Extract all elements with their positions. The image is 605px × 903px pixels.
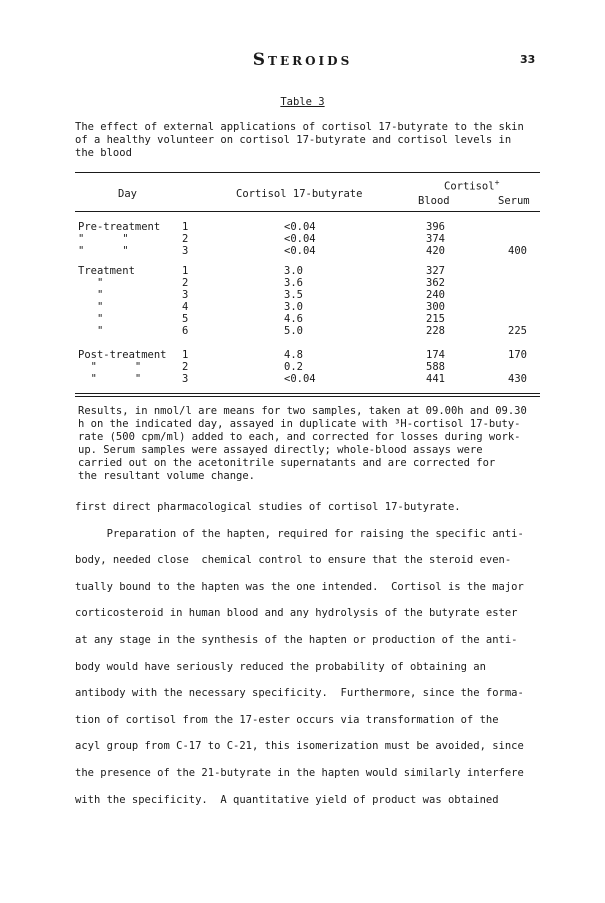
table-bottom-rule — [75, 393, 540, 394]
row-label: " — [78, 289, 104, 301]
row-day: 3 — [182, 289, 189, 301]
table-row — [0, 325, 605, 337]
row-serum: 225 — [508, 325, 527, 337]
page-number: 33 — [520, 53, 536, 66]
row-day: 3 — [182, 373, 189, 385]
body-text — [75, 494, 555, 813]
body-line: the presence of the 21-butyrate in the hapten would similarly interfere — [75, 766, 524, 779]
row-blood: 228 — [426, 325, 445, 337]
row-blood: 588 — [426, 361, 445, 373]
row-day: 3 — [182, 245, 189, 257]
body-line: tually bound to the hapten was the one intended. Cortisol is the major — [75, 580, 524, 593]
body-line: antibody with the necessary specificity. Furthermore, since the forma- — [75, 687, 524, 700]
footnote-line: h on the indicated day, assayed in duplicate with ³H-cortisol 17-buty- — [78, 418, 521, 430]
header-serum: Serum — [498, 195, 530, 207]
header-butyrate: Cortisol 17-butyrate — [236, 188, 363, 200]
footnote-line: Results, in nmol/l are means for two samples, taken at 09.00h and 09.30 — [78, 405, 527, 417]
row-butyrate: 3.6 — [284, 277, 303, 289]
row-serum: 170 — [508, 349, 527, 361]
row-butyrate: 4.6 — [284, 313, 303, 325]
table-caption — [75, 121, 555, 160]
row-blood: 441 — [426, 373, 445, 385]
table-row — [0, 277, 605, 289]
body-line: Preparation of the hapten, required for raising the specific anti- — [75, 527, 524, 540]
body-line: acyl group from C-17 to C-21, this isomerization must be avoided, since — [75, 740, 524, 753]
footnote-line: up. Serum samples were assayed directly; whole-blood assays were — [78, 444, 483, 456]
row-butyrate: 3.5 — [284, 289, 303, 301]
row-day: 1 — [182, 349, 189, 361]
row-label: Pre-treatment — [78, 221, 161, 233]
table-row — [0, 245, 605, 257]
table-row — [0, 313, 605, 325]
body-line: body would have seriously reduced the probability of obtaining an — [75, 660, 486, 673]
row-blood: 396 — [426, 221, 445, 233]
row-blood: 300 — [426, 301, 445, 313]
row-label: Post-treatment — [78, 349, 167, 361]
table-label: Table 3 — [280, 96, 325, 108]
row-label: " " — [78, 373, 142, 385]
table-bottom-rule-2 — [75, 396, 540, 397]
header-day: Day — [118, 188, 137, 200]
header-blood: Blood — [418, 195, 450, 207]
row-butyrate: 5.0 — [284, 325, 303, 337]
row-label: " " — [78, 245, 129, 257]
row-label: " — [78, 313, 104, 325]
row-blood: 327 — [426, 265, 445, 277]
row-day: 5 — [182, 313, 189, 325]
row-blood: 215 — [426, 313, 445, 325]
row-butyrate: <0.04 — [284, 221, 316, 233]
table-row — [0, 221, 605, 233]
row-butyrate: 3.0 — [284, 265, 303, 277]
row-butyrate: 3.0 — [284, 301, 303, 313]
footnote-line: rate (500 cpm/ml) added to each, and corrected for losses during work- — [78, 431, 521, 443]
body-line: first direct pharmacological studies of cortisol 17-butyrate. — [75, 501, 461, 513]
header-cortisol — [444, 178, 499, 193]
row-day: 4 — [182, 301, 189, 313]
table-footnote — [78, 405, 548, 483]
body-line: body, needed close chemical control to ensure that the steroid even- — [75, 554, 512, 567]
row-day: 1 — [182, 265, 189, 277]
body-line: tion of cortisol from the 17-ester occurs via transformation of the — [75, 713, 499, 726]
footnote-line: the resultant volume change. — [78, 470, 256, 482]
row-label: Treatment — [78, 265, 135, 277]
table-row — [0, 265, 605, 277]
body-line: corticosteroid in human blood and any hydrolysis of the butyrate ester — [75, 607, 518, 620]
row-label: " — [78, 301, 104, 313]
row-serum: 400 — [508, 245, 527, 257]
table-row — [0, 361, 605, 373]
row-blood: 362 — [426, 277, 445, 289]
row-serum: 430 — [508, 373, 527, 385]
row-blood: 420 — [426, 245, 445, 257]
header-cortisol-label: Cortisol — [444, 180, 495, 193]
row-label: " — [78, 277, 104, 289]
row-blood: 240 — [426, 289, 445, 301]
row-label: " " — [78, 233, 129, 245]
caption-line: The effect of external applications of cortisol 17-butyrate to the skin — [75, 121, 524, 133]
header-cortisol-mark: + — [494, 178, 500, 187]
footnote-line: carried out on the acetonitrile supernatants and are corrected for — [78, 457, 496, 469]
row-day: 6 — [182, 325, 189, 337]
body-line: with the specificity. A quantitative yield of product was obtained — [75, 793, 499, 806]
table-top-rule — [75, 172, 540, 173]
row-day: 2 — [182, 233, 189, 245]
row-butyrate: 0.2 — [284, 361, 303, 373]
row-butyrate: 4.8 — [284, 349, 303, 361]
table-row — [0, 349, 605, 361]
table-row — [0, 301, 605, 313]
caption-line: the blood — [75, 147, 132, 159]
body-line: at any stage in the synthesis of the hapten or production of the anti- — [75, 633, 518, 646]
caption-line: of a healthy volunteer on cortisol 17-butyrate and cortisol levels in — [75, 134, 512, 146]
row-label: " " — [78, 361, 142, 373]
row-day: 2 — [182, 277, 189, 289]
journal-title: Steroids — [252, 50, 353, 70]
table-row — [0, 289, 605, 301]
row-butyrate: <0.04 — [284, 233, 316, 245]
row-blood: 374 — [426, 233, 445, 245]
table-header-rule — [75, 211, 540, 212]
row-blood: 174 — [426, 349, 445, 361]
table-row — [0, 373, 605, 385]
table-row — [0, 233, 605, 245]
row-butyrate: <0.04 — [284, 245, 316, 257]
row-butyrate: <0.04 — [284, 373, 316, 385]
row-day: 2 — [182, 361, 189, 373]
row-label: " — [78, 325, 104, 337]
row-day: 1 — [182, 221, 189, 233]
